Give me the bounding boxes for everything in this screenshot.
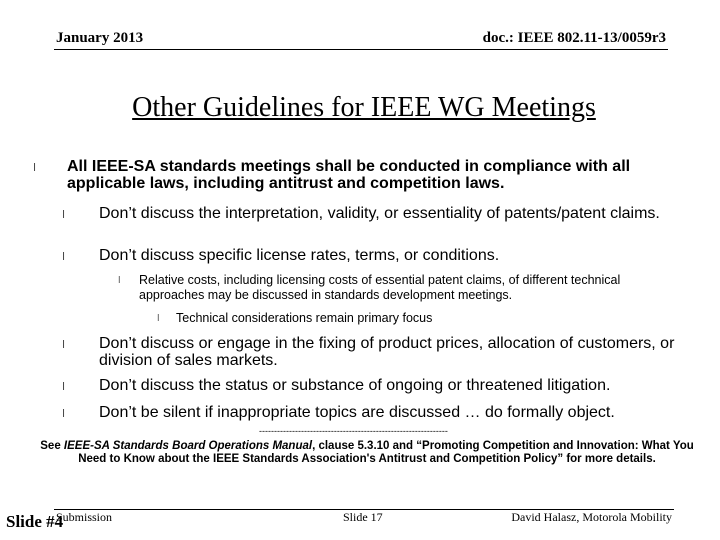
sub-bullet-text: Don’t be silent if inappropriate topics are discussed … do formally object. xyxy=(99,404,615,421)
header-bar xyxy=(54,28,668,50)
main-bullet xyxy=(33,158,703,192)
bullet-marker: l xyxy=(157,314,160,324)
sub-sub-bullet-text: Relative costs, including licensing costs of essential patent claims, of different technical approaches may be discussed in standards development meetings. xyxy=(139,273,621,302)
footer-author: David Halasz, Motorola Mobility xyxy=(511,510,672,524)
sub-bullet xyxy=(62,205,702,222)
sub-bullet xyxy=(62,377,702,394)
bullet-marker: l xyxy=(33,161,37,174)
sub-bullet-text: Don’t discuss the interpretation, validity, or essentiality of patents/patent claims. xyxy=(99,205,660,222)
bullet-marker: l xyxy=(62,250,66,263)
sub-bullet-text: Don’t discuss or engage in the fixing of product prices, allocation of customers, or division of sales markets. xyxy=(99,335,675,369)
bullet-marker: l xyxy=(118,276,121,286)
sub-bullet xyxy=(62,335,702,369)
bullet-marker: l xyxy=(62,338,66,351)
sub-sub-bullet xyxy=(118,273,688,303)
separator-line: --------------------------------------------------------------- xyxy=(259,426,448,436)
footer-submission: Submission xyxy=(56,510,113,524)
sub-sub-sub-bullet xyxy=(157,311,557,326)
sub-bullet-text: Don’t discuss specific license rates, terms, or conditions. xyxy=(99,247,500,264)
note-prefix: See xyxy=(40,440,64,452)
footer-slide-number: Slide 17 xyxy=(343,510,383,524)
header-date: January 2013 xyxy=(56,30,144,46)
bullet-marker: l xyxy=(62,407,66,420)
note-manual-title: IEEE-SA Standards Board Operations Manual xyxy=(63,440,313,452)
main-bullet-text: All IEEE-SA standards meetings shall be conducted in compliance with all applicable laws, including antitrust and competition laws. xyxy=(67,158,631,192)
note-suffix: , clause 5.3.10 and “Promoting Competition and Innovation: What You Need to Know about the IEEE Standards Association's Antitrust and Competition Policy” for more details. xyxy=(78,440,694,465)
header-doc-id: doc.: IEEE 802.11-13/0059r3 xyxy=(482,30,666,46)
slide-label: Slide #4 xyxy=(6,512,64,531)
bullet-marker: l xyxy=(62,208,66,221)
sub-bullet-text: Don’t discuss the status or substance of ongoing or threatened litigation. xyxy=(99,377,611,394)
bullet-marker: l xyxy=(62,380,66,393)
sub-bullet xyxy=(62,404,702,421)
slide-title: Other Guidelines for IEEE WG Meetings xyxy=(132,92,596,123)
reference-note xyxy=(40,440,694,466)
sub-bullet xyxy=(62,247,702,264)
sub-sub-sub-bullet-text: Technical considerations remain primary focus xyxy=(176,311,433,325)
